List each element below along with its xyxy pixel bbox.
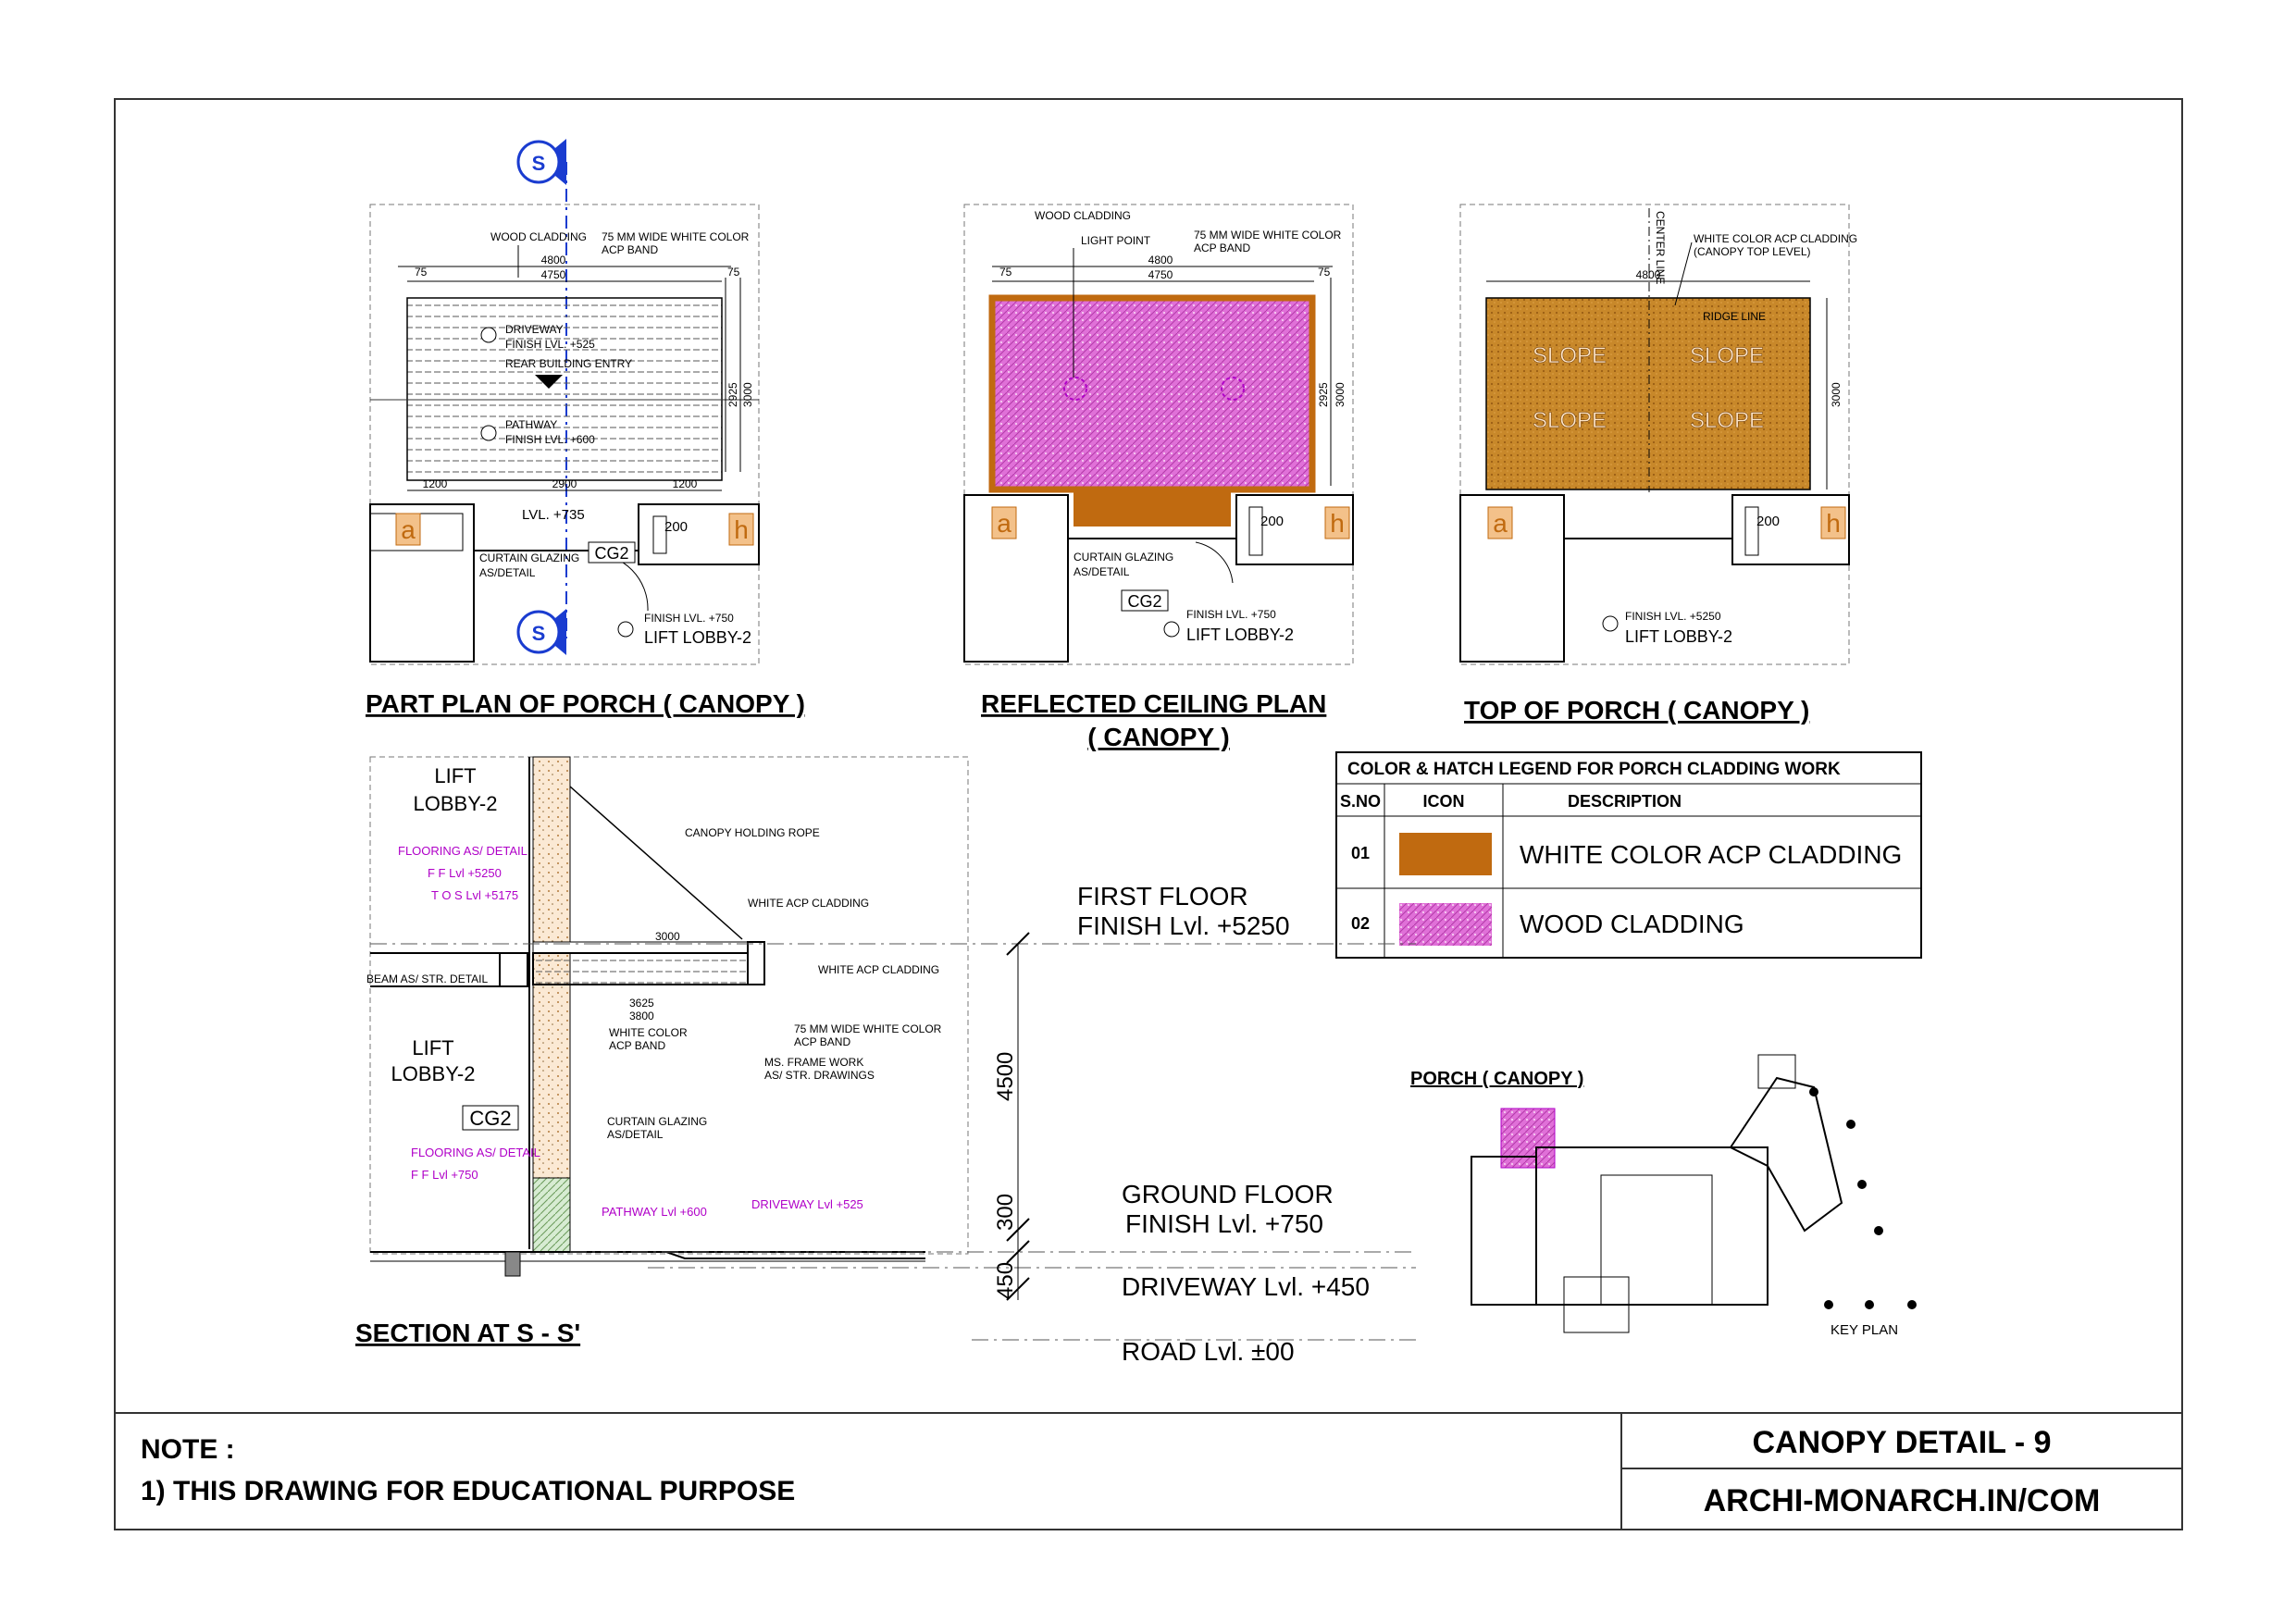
svg-text:F F Lvl +5250: F F Lvl +5250 — [428, 866, 502, 880]
svg-text:WHITE COLORACP BAND: WHITE COLOR ACP BAND — [609, 1026, 688, 1052]
svg-text:FLOORING AS/ DETAIL: FLOORING AS/ DETAIL — [398, 844, 527, 858]
legend-row2-desc: WOOD CLADDING — [1520, 910, 1744, 938]
svg-text:2925: 2925 — [726, 382, 739, 407]
part-plan-drawing — [370, 139, 759, 664]
svg-text:4750: 4750 — [1148, 268, 1173, 281]
svg-text:DRIVEWAY: DRIVEWAY — [505, 323, 564, 336]
svg-text:AS/DETAIL: AS/DETAIL — [479, 566, 536, 579]
reflected-ceiling-plan-drawing — [964, 204, 1353, 664]
svg-text:75 MM WIDE WHITE COLORACP BAND: 75 MM WIDE WHITE COLOR ACP BAND — [1194, 229, 1342, 254]
svg-text:AS/DETAIL: AS/DETAIL — [1074, 565, 1130, 578]
svg-text:FLOORING AS/ DETAIL: FLOORING AS/ DETAIL — [411, 1146, 540, 1159]
svg-text:4500: 4500 — [993, 1051, 1018, 1101]
svg-text:LVL. +735: LVL. +735 — [522, 507, 585, 523]
svg-text:3625: 3625 — [629, 997, 654, 1010]
svg-text:FINISH LVL. +5250: FINISH LVL. +5250 — [1625, 610, 1721, 623]
svg-text:LOBBY-2: LOBBY-2 — [413, 792, 498, 815]
svg-text:MS. FRAME WORKAS/ STR. DRAWING: MS. FRAME WORK AS/ STR. DRAWINGS — [764, 1056, 875, 1082]
svg-text:S: S — [531, 152, 546, 175]
svg-text:3000: 3000 — [741, 382, 754, 407]
legend-col-desc: DESCRIPTION — [1568, 792, 1682, 811]
legend-row1-sno: 01 — [1350, 844, 1371, 862]
svg-text:3800: 3800 — [629, 1010, 654, 1022]
svg-text:CENTER LINE: CENTER LINE — [1654, 211, 1667, 285]
svg-text:3000: 3000 — [655, 930, 680, 943]
svg-text:a: a — [997, 509, 1011, 538]
legend-row2-sno: 02 — [1350, 914, 1371, 933]
svg-text:450: 450 — [993, 1261, 1018, 1299]
svg-text:PATHWAY Lvl +600: PATHWAY Lvl +600 — [602, 1205, 707, 1219]
rcp-title-line1: REFLECTED CEILING PLAN — [981, 689, 1327, 718]
svg-text:LIFT LOBBY-2: LIFT LOBBY-2 — [644, 628, 752, 647]
canopy-deck-hatch — [407, 298, 722, 480]
svg-text:300: 300 — [993, 1193, 1018, 1231]
key-plan-drawing — [1410, 1055, 1917, 1338]
svg-text:DRIVEWAY Lvl. +450: DRIVEWAY Lvl. +450 — [1122, 1272, 1370, 1301]
svg-text:GROUND FLOOR: GROUND FLOOR — [1122, 1180, 1334, 1208]
svg-text:4800: 4800 — [1635, 268, 1661, 281]
svg-text:SLOPE: SLOPE — [1533, 408, 1607, 433]
svg-text:75: 75 — [415, 266, 428, 279]
title-block — [115, 1413, 2182, 1530]
svg-text:CG2: CG2 — [1127, 592, 1162, 611]
svg-text:RIDGE LINE: RIDGE LINE — [1703, 310, 1767, 323]
svg-text:S: S — [531, 622, 546, 645]
wood-cladding-ceiling-fill — [992, 298, 1312, 489]
svg-text:200: 200 — [664, 519, 689, 535]
svg-text:LIFT LOBBY-2: LIFT LOBBY-2 — [1186, 626, 1295, 644]
svg-text:KEY PLAN: KEY PLAN — [1831, 1322, 1899, 1338]
svg-text:WHITE ACP CLADDING: WHITE ACP CLADDING — [818, 963, 940, 976]
svg-text:1200: 1200 — [672, 477, 698, 490]
note-heading: NOTE : — [141, 1434, 235, 1465]
top-slope-fill — [1486, 298, 1810, 489]
top-of-porch-drawing — [1460, 204, 1857, 664]
svg-text:2925: 2925 — [1317, 382, 1330, 407]
svg-text:75 MM WIDE WHITE COLORACP BAND: 75 MM WIDE WHITE COLOR ACP BAND — [602, 230, 750, 256]
section-marker-bottom — [518, 609, 566, 655]
svg-text:WOOD CLADDING: WOOD CLADDING — [490, 230, 588, 243]
section-title: SECTION AT S - S' — [355, 1319, 581, 1347]
svg-text:FINISH Lvl. +5250: FINISH Lvl. +5250 — [1077, 911, 1290, 940]
note-line: 1) THIS DRAWING FOR EDUCATIONAL PURPOSE — [141, 1476, 796, 1506]
svg-text:SLOPE: SLOPE — [1533, 343, 1607, 368]
svg-text:BEAM AS/ STR. DETAIL: BEAM AS/ STR. DETAIL — [366, 973, 489, 985]
svg-text:FIRST FLOOR: FIRST FLOOR — [1077, 882, 1248, 911]
svg-text:SLOPE: SLOPE — [1690, 343, 1765, 368]
svg-text:1200: 1200 — [422, 477, 448, 490]
svg-text:F F Lvl +750: F F Lvl +750 — [411, 1168, 478, 1182]
svg-text:LIFT: LIFT — [434, 764, 477, 787]
svg-text:CURTAIN GLAZING: CURTAIN GLAZING — [1074, 551, 1174, 564]
svg-text:FINISH LVL. +525: FINISH LVL. +525 — [505, 338, 595, 351]
svg-text:75: 75 — [727, 266, 740, 279]
svg-text:SLOPE: SLOPE — [1690, 408, 1765, 433]
svg-text:3000: 3000 — [1830, 382, 1843, 407]
svg-text:75: 75 — [999, 266, 1012, 279]
svg-text:4750: 4750 — [540, 268, 566, 281]
svg-text:4800: 4800 — [540, 254, 566, 266]
legend-row1-desc: WHITE COLOR ACP CLADDING — [1520, 840, 1903, 869]
svg-text:200: 200 — [1260, 514, 1285, 529]
svg-text:CG2: CG2 — [594, 544, 629, 563]
svg-text:CURTAIN GLAZINGAS/DETAIL: CURTAIN GLAZING AS/DETAIL — [607, 1115, 708, 1141]
svg-text:75 MM WIDE WHITE COLORACP BAND: 75 MM WIDE WHITE COLOR ACP BAND — [794, 1022, 942, 1048]
svg-text:3000: 3000 — [1334, 382, 1347, 407]
svg-text:CG2: CG2 — [469, 1107, 512, 1130]
svg-text:PATHWAY: PATHWAY — [505, 418, 558, 431]
svg-text:200: 200 — [1756, 514, 1781, 529]
svg-text:h: h — [1330, 509, 1345, 538]
svg-text:CURTAIN GLAZING: CURTAIN GLAZING — [479, 551, 580, 564]
svg-text:T O S Lvl +5175: T O S Lvl +5175 — [431, 888, 519, 902]
svg-text:WHITE ACP CLADDING: WHITE ACP CLADDING — [748, 897, 870, 910]
svg-text:CANOPY HOLDING ROPE: CANOPY HOLDING ROPE — [685, 826, 820, 839]
wood-cladding-swatch — [1399, 903, 1492, 946]
svg-text:FINISH LVL. +750: FINISH LVL. +750 — [644, 612, 734, 625]
svg-text:FINISH Lvl. +750: FINISH Lvl. +750 — [1125, 1209, 1323, 1238]
svg-text:WOOD CLADDING: WOOD CLADDING — [1035, 209, 1132, 222]
svg-text:2900: 2900 — [552, 477, 577, 490]
key-plan-porch-label: PORCH ( CANOPY ) — [1410, 1069, 1584, 1089]
svg-text:FINISH LVL. +750: FINISH LVL. +750 — [1186, 608, 1276, 621]
color-hatch-legend — [1336, 752, 1921, 958]
svg-text:ROAD Lvl. ±00: ROAD Lvl. ±00 — [1122, 1337, 1295, 1366]
sheet-title: CANOPY DETAIL - 9 — [1752, 1425, 2052, 1460]
svg-text:75: 75 — [1318, 266, 1331, 279]
svg-text:a: a — [401, 515, 416, 544]
rcp-title-line2: ( CANOPY ) — [1087, 723, 1230, 751]
svg-text:h: h — [734, 515, 749, 544]
section-drawing — [366, 757, 1416, 1366]
svg-text:WHITE COLOR ACP CLADDING(CANOP: WHITE COLOR ACP CLADDING (CANOPY TOP LEVEL) — [1694, 232, 1858, 258]
svg-text:FINISH LVL. +600: FINISH LVL. +600 — [505, 433, 595, 446]
svg-text:4800: 4800 — [1148, 254, 1173, 266]
svg-text:a: a — [1493, 509, 1508, 538]
section-marker-top — [518, 139, 566, 185]
acp-band-strip — [1074, 489, 1231, 527]
svg-text:LIGHT POINT: LIGHT POINT — [1081, 234, 1151, 247]
website: ARCHI-MONARCH.IN/COM — [1703, 1483, 2101, 1518]
top-of-porch-title: TOP OF PORCH ( CANOPY ) — [1464, 696, 1810, 725]
legend-col-sno: S.NO — [1339, 792, 1382, 811]
svg-text:LOBBY-2: LOBBY-2 — [391, 1062, 476, 1085]
acp-cladding-swatch — [1399, 833, 1492, 875]
svg-text:LIFT: LIFT — [412, 1036, 454, 1059]
svg-text:h: h — [1826, 509, 1841, 538]
svg-text:DRIVEWAY Lvl +525: DRIVEWAY Lvl +525 — [751, 1197, 863, 1211]
legend-title: COLOR & HATCH LEGEND FOR PORCH CLADDING WORK — [1347, 760, 1841, 779]
svg-text:REAR BUILDING ENTRY: REAR BUILDING ENTRY — [505, 357, 633, 370]
svg-text:LIFT LOBBY-2: LIFT LOBBY-2 — [1625, 627, 1733, 646]
legend-col-icon: ICON — [1422, 792, 1465, 811]
part-plan-title: PART PLAN OF PORCH ( CANOPY ) — [366, 689, 805, 718]
